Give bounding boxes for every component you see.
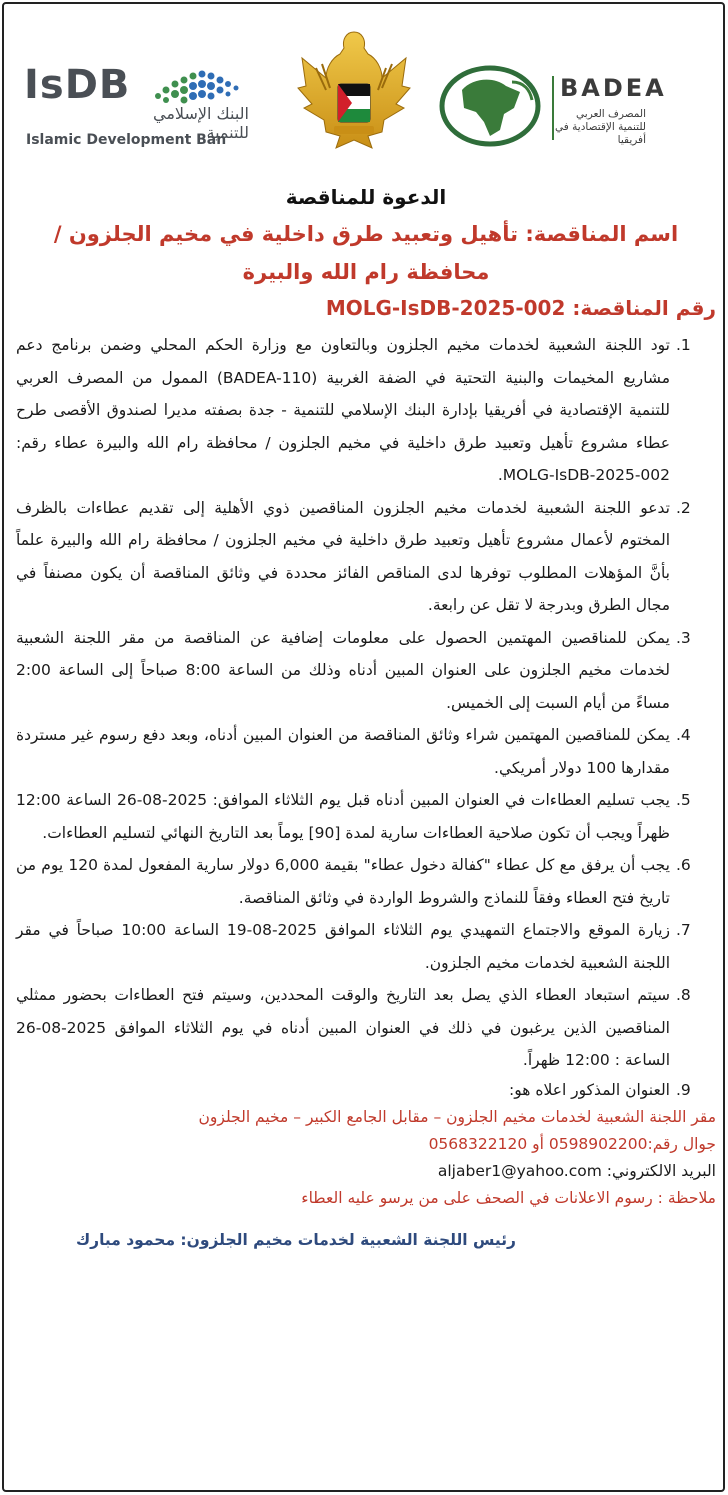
clause-number: .4 xyxy=(676,726,691,744)
clause-number: .2 xyxy=(676,498,691,517)
tender-content xyxy=(16,179,716,1254)
badea-abbr: BADEA xyxy=(560,74,667,102)
tender-name-line-2: محافظة رام الله والبيرة xyxy=(242,260,490,284)
clause-text: تود اللجنة الشعبية لخدمات مخيم الجلزون وبالتعاون مع وزارة الحكم المحلي وضمن برنامج دعم مشاريع المخيمات والبنية التحتية في الضفة الغربية (BADEA-110) الممول من المصرف العربي للتنمية الإقتصادية في أفريقيا بإدارة البنك الإسلامي للتنمية - جدة بصفته مديرا لصندوق الأقصى طرح عطاء مشروع تأهيل وتعبيد طرق داخلية في مخيم الجلزون / محافظة رام الله والبيرة عطاء رقم: MOLG-IsDB-2025-002. xyxy=(16,336,670,484)
clause-8 xyxy=(16,979,716,1077)
isdb-abbr: IsDB xyxy=(24,62,131,108)
clause-number: .6 xyxy=(676,856,691,874)
isdb-logo xyxy=(24,62,249,157)
clause-text: يمكن للمناقصين المهتمين شراء وثائق المناقصة من العنوان المبين أدناه، وبعد دفع رسوم غير مستردة مقدارها 100 دولار أمريكي. xyxy=(16,726,670,777)
clause-5 xyxy=(16,784,716,849)
clause-text: يجب تسليم العطاءات في العنوان المبين أدناه قبل يوم الثلاثاء الموافق: 2025-08-26 الساعة 12:00 ظهراً ويجب أن تكون صلاحية العطاءات سارية لمدة [90] يوماً بعد التاريخ النهائي لتسليم العطاءات. xyxy=(16,791,670,842)
tender-number: رقم المناقصة: MOLG-IsDB-2025-002 xyxy=(325,296,716,320)
advertisement-frame xyxy=(2,2,725,1492)
clause-7 xyxy=(16,914,716,979)
clause-text: يجب أن يرفق مع كل عطاء "كفالة دخول عطاء" بقيمة 6,000 دولار سارية المفعول لمدة 120 يوم من تاريخ فتح العطاء وفقاً للنماذج والشروط الواردة في وثائق المناقصة. xyxy=(16,856,670,907)
clause-text: تدعو اللجنة الشعبية لخدمات مخيم الجلزون المناقصين ذوي الأهلية إلى تقديم عطاءات بالظرف المختوم لأعمال مشروع تأهيل وتعبيد طرق داخلية في مخيم الجلزون / محافظة رام الله والبيرة علماً بأنَّ المؤهلات المطلوب توفرها لدى المناقص الفائز محددة في وثائق المناقصة أن يكون مصنفاً في مجال الطرق وبدرجة لا تقل عن رابعة. xyxy=(16,498,670,614)
africa-map-icon xyxy=(438,64,542,148)
clause-3 xyxy=(16,622,716,720)
clause-text: يمكن للمناقصين المهتمين الحصول على معلومات إضافية عن المناقصة من مقر اللجنة الشعبية لخدمات مخيم الجلزون على العنوان المبين أدناه وذلك من الساعة 8:00 صباحاً إلى الساعة 2:00 مساءً من أيام السبت إلى الخميس. xyxy=(16,628,670,712)
isdb-arabic-name: البنك الإسلامي للتنمية xyxy=(153,104,249,142)
address-note: ملاحظة : رسوم الاعلانات في الصحف على من يرسو عليه العطاء xyxy=(301,1188,716,1207)
clause-number: .9 xyxy=(676,1080,691,1099)
clause-number: .3 xyxy=(676,628,691,647)
eagle-icon xyxy=(296,28,412,152)
badea-logo xyxy=(438,64,713,154)
clause-2 xyxy=(16,492,716,622)
badea-arabic-name: المصرف العربي للتنمية الإقتصادية في أفريقيا xyxy=(555,108,646,146)
logo-bar xyxy=(4,4,727,179)
clause-9 xyxy=(16,1077,716,1104)
tender-clauses xyxy=(16,329,716,1104)
tender-name-line-1: اسم المناقصة: تأهيل وتعبيد طرق داخلية في مخيم الجلزون / xyxy=(53,222,679,246)
isdb-english-name: Islamic Development Ban xyxy=(26,132,227,148)
address-phone: جوال رقم:0598902200 أو 0568322120 xyxy=(428,1134,716,1153)
clause-text: سيتم استبعاد العطاء الذي يصل بعد التاريخ والوقت المحددين، وسيتم فتح العطاءات بحضور ممثلي المناقصين الذين يرغبون في ذلك في العنوان المبين أدناه في يوم الثلاثاء الموافق 2025-08-26 الساعة : 12:00 ظهراً. xyxy=(16,986,670,1069)
palestine-eagle-emblem xyxy=(296,28,412,152)
clause-number: .5 xyxy=(676,791,691,809)
clause-4 xyxy=(16,719,716,784)
clause-number: .1 xyxy=(676,336,691,354)
clause-1 xyxy=(16,329,716,492)
clause-6 xyxy=(16,849,716,914)
clause-number: .7 xyxy=(676,921,691,939)
address-location: مقر اللجنة الشعبية لخدمات مخيم الجلزون – مقابل الجامع الكبير – مخيم الجلزون xyxy=(198,1107,716,1126)
signature: رئيس اللجنة الشعبية لخدمات مخيم الجلزون: محمود مبارك xyxy=(75,1230,516,1249)
clause-text: زيارة الموقع والاجتماع التمهيدي يوم الثلاثاء الموافق 2025-08-19 الساعة 10:00 صباحاً في مقر اللجنة الشعبية لخدمات مخيم الجلزون. xyxy=(16,921,670,972)
isdb-globe-icon xyxy=(148,66,243,108)
clause-number: .8 xyxy=(676,986,691,1004)
page-title: الدعوة للمناقصة xyxy=(285,185,447,209)
clause-text: العنوان المذكور اعلاه هو: xyxy=(509,1080,670,1099)
address-email: البريد الالكتروني: aljaber1@yahoo.com xyxy=(437,1161,716,1180)
